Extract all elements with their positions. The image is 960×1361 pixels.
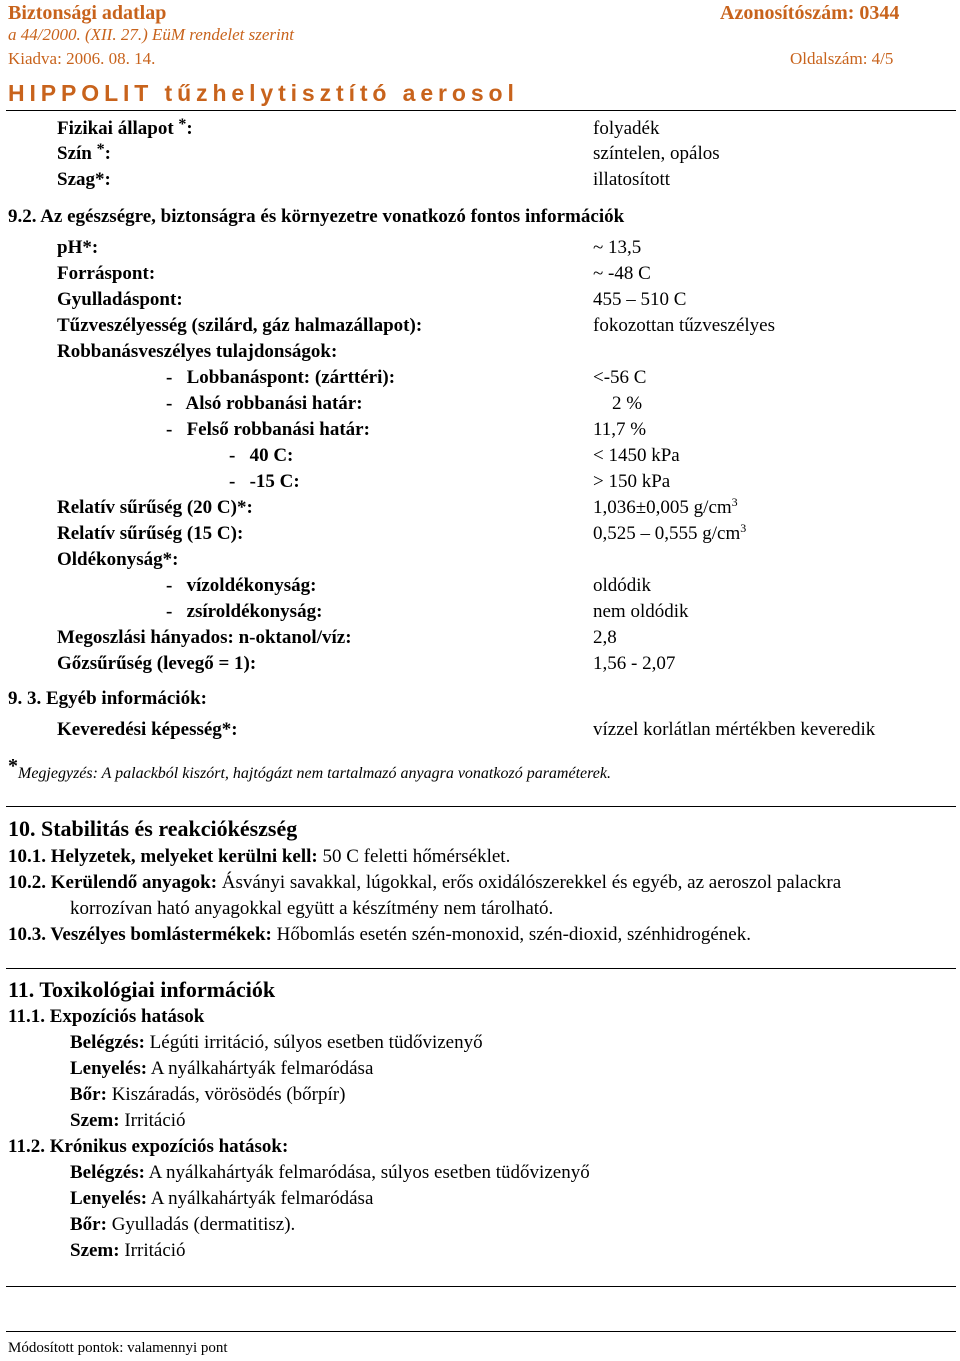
row-label: Relatív sűrűség (15 C): [57,523,244,544]
row-value: 2,8 [593,627,617,648]
row-value: > 150 kPa [593,471,671,492]
prop-label: Fizikai állapot *: [57,116,193,139]
chronic-item: Lenyelés: A nyálkahártyák felmaródása [70,1188,374,1209]
section-10-3: 10.3. Veszélyes bomlástermékek: Hőbomlás esetén szén-monoxid, szén-dioxid, szénhidrogének. [8,924,751,945]
row-label: Gőzsűrűség (levegő = 1): [57,653,257,674]
row-value: 1,56 - 2,07 [593,653,676,674]
exposure-item: Bőr: Kiszáradás, vörösödés (bőrpír) [70,1084,346,1105]
section-10-1: 10.1. Helyzetek, melyeket kerülni kell: 50 C feletti hőmérséklet. [8,846,511,867]
row-label: - -15 C: [229,471,300,492]
row-value: oldódik [593,575,652,596]
chronic-item: Szem: Irritáció [70,1240,186,1261]
section-rule [6,1286,956,1287]
row-value: 455 – 510 C [593,289,687,310]
doc-type: Biztonsági adatlap [8,2,167,24]
prop-label: Szag*: [57,169,111,190]
product-title: HIPPOLIT tűzhelytisztító aerosol [8,80,519,106]
row-label: Robbanásveszélyes tulajdonságok: [57,341,338,362]
row-value: 0,525 – 0,555 $g/cm^3$ [593,521,747,544]
row-label: pH*: [57,237,99,258]
prop-label: Szín *: [57,141,111,164]
section-10-2-cont: korrozívan ható anyagokkal együtt a készítmény nem tárolható. [70,898,554,919]
row-label: Megoszlási hányados: n-oktanol/víz: [57,627,352,648]
chronic-item: Bőr: Gyulladás (dermatitisz). [70,1214,296,1235]
row-label: Tűzveszélyesség (szilárd, gáz halmazállapot): [57,315,423,336]
footer-rule [6,1331,956,1332]
row-label: Relatív sűrűség (20 C)*: [57,497,253,518]
section-rule [6,968,956,969]
section-11-1-heading: 11.1. Expozíciós hatások [8,1006,205,1027]
regulation: a 44/2000. (XII. 27.) EüM rendelet szerint [8,25,294,44]
row-value: 2 % [612,393,643,414]
prop-value: folyadék [593,118,660,139]
exposure-item: Lenyelés: A nyálkahártyák felmaródása [70,1058,374,1079]
row-label: - 40 C: [229,445,294,466]
row-value: <-56 C [593,367,647,388]
row-label: - zsíroldékonyság: [166,601,323,622]
row-value: < 1450 kPa [593,445,680,466]
header-rule [6,110,956,111]
prop-value: illatosított [593,169,671,190]
id-number: Azonosítószám: 0344 [720,2,900,24]
section-rule [6,806,956,807]
page-number: Oldalszám: 4/5 [790,49,894,68]
footer-text: Módosított pontok: valamennyi pont [8,1340,228,1356]
row-label: Oldékonyság*: [57,549,179,570]
section-11-title: 11. Toxikológiai információk [8,977,276,1002]
section-9-3-heading: 9. 3. Egyéb információk: [8,688,207,709]
footnote: *Megjegyzés: A palackból kiszórt, hajtógázt nem tartalmazó anyagra vonatkozó paraméterek. [8,755,611,782]
row-value: 1,036±0,005 $g/cm^3$ [593,495,738,518]
issue-date: Kiadva: 2006. 08. 14. [8,49,156,68]
section-9-2-heading: 9.2. Az egészségre, biztonságra és környezetre vonatkozó fontos információk [8,206,625,227]
row-value: fokozottan tűzveszélyes [593,315,776,336]
row-value: ~ 13,5 [593,237,642,258]
section-10-title: 10. Stabilitás és reakciókészség [8,816,298,841]
row-label: Forráspont: [57,263,156,284]
section-10-2: 10.2. Kerülendő anyagok: Ásványi savakkal, lúgokkal, erős oxidálószerekkel és egyéb, az aeroszol palackra [8,872,842,893]
row-label: - vízoldékonyság: [166,575,317,596]
row-label: - Felső robbanási határ: [166,419,370,440]
row-label: - Alsó robbanási határ: [166,393,363,414]
row-value: 11,7 % [593,419,647,440]
row-value: ~ -48 C [593,263,651,284]
row-label: Gyulladáspont: [57,289,183,310]
section-11-2-heading: 11.2. Krónikus expozíciós hatások: [8,1136,289,1157]
row-value: nem oldódik [593,601,689,622]
mixability-value: vízzel korlátlan mértékben keveredik [593,719,876,740]
row-label: - Lobbanáspont: (zárttéri): [166,367,396,388]
exposure-item: Szem: Irritáció [70,1110,186,1131]
exposure-item: Belégzés: Légúti irritáció, súlyos esetben tüdővizenyő [70,1032,483,1053]
chronic-item: Belégzés: A nyálkahártyák felmaródása, súlyos esetben tüdővizenyő [70,1162,590,1183]
mixability-label: Keveredési képesség*: [57,719,238,740]
prop-value: színtelen, opálos [593,143,720,164]
